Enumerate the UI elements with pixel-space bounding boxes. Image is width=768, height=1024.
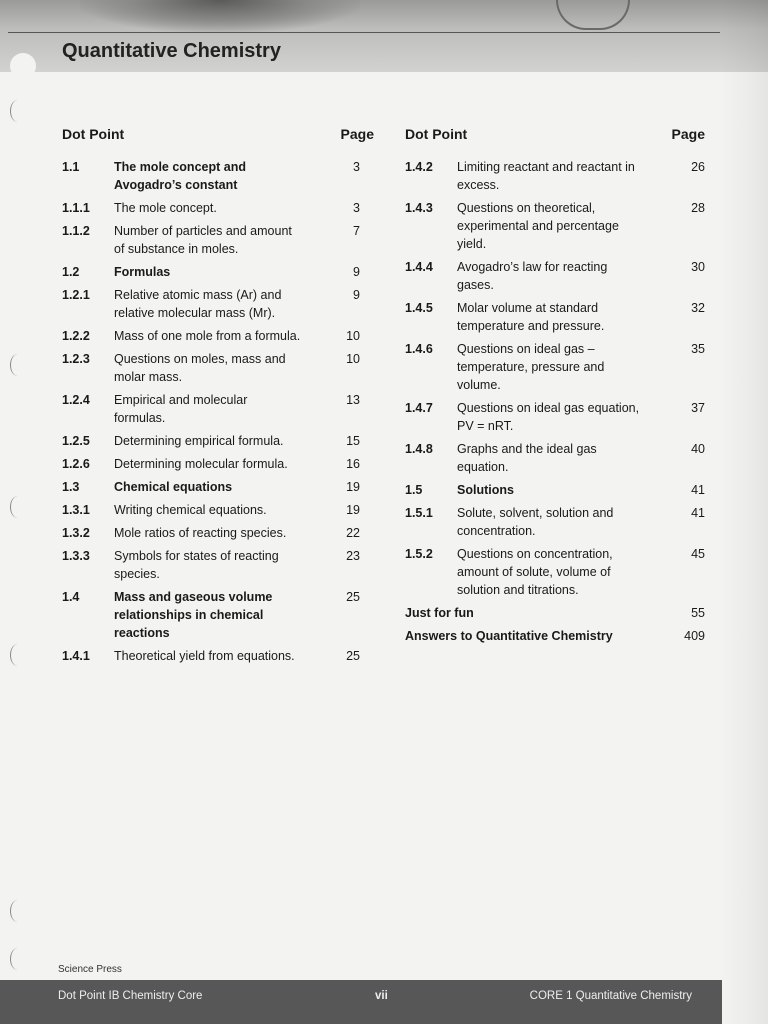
contents-row <box>62 432 362 450</box>
dot-point-title: Solutions <box>457 483 514 497</box>
dot-point-title: Questions on ideal gas equation, PV = nRT. <box>457 401 640 433</box>
contents-row <box>405 440 705 476</box>
dot-point-title: Symbols for states of reacting species. <box>114 549 279 581</box>
contents-row <box>62 647 362 665</box>
dot-point-number: 1.1 <box>62 160 80 174</box>
dot-point-number: 1.5.2 <box>405 547 433 561</box>
contents-row <box>405 545 705 599</box>
contents-row <box>62 547 362 583</box>
contents-row <box>62 158 362 194</box>
dot-point-number: 1.2.2 <box>62 329 90 343</box>
column-header <box>62 126 374 148</box>
page-edge-shadow <box>720 0 768 1024</box>
page-number-ref: 28 <box>691 201 705 215</box>
contents-column-left <box>62 126 374 670</box>
contents-row <box>62 327 362 345</box>
dot-point-heading: Dot Point <box>62 126 125 142</box>
dot-point-number: 1.2.5 <box>62 434 90 448</box>
page-number-ref: 3 <box>353 201 360 215</box>
contents-row <box>405 604 705 622</box>
header-photo-image <box>80 0 360 32</box>
dot-point-title: Mass and gaseous volume relationships in chemical reactions <box>114 590 273 640</box>
column-header <box>405 126 705 148</box>
dot-point-number: 1.4.1 <box>62 649 90 663</box>
dot-point-title: Empirical and molecular formulas. <box>114 393 248 425</box>
dot-point-number: 1.4.7 <box>405 401 433 415</box>
dot-point-number: 1.2.6 <box>62 457 90 471</box>
page-number-ref: 41 <box>691 506 705 520</box>
dot-point-title: Mole ratios of reacting species. <box>114 526 287 540</box>
contents-row <box>62 478 362 496</box>
dot-point-number: 1.2.1 <box>62 288 90 302</box>
page-number-ref: 7 <box>353 224 360 238</box>
dot-point-number: 1.4.4 <box>405 260 433 274</box>
page-number-ref: 26 <box>691 160 705 174</box>
contents-row <box>62 286 362 322</box>
dot-point-title: The mole concept. <box>114 201 217 215</box>
binder-hole-mark <box>10 948 25 970</box>
page-number-ref: 9 <box>353 288 360 302</box>
dot-point-title: Writing chemical equations. <box>114 503 267 517</box>
contents-row <box>62 455 362 473</box>
dot-point-number: 1.2 <box>62 265 80 279</box>
dot-point-number: 1.5.1 <box>405 506 433 520</box>
page-number-ref: 16 <box>346 457 360 471</box>
page-number-ref: 35 <box>691 342 705 356</box>
dot-point-title: Answers to Quantitative Chemistry <box>405 629 613 643</box>
dot-point-number: 1.4 <box>62 590 80 604</box>
dot-point-title: Determining empirical formula. <box>114 434 284 448</box>
contents-row <box>62 524 362 542</box>
dot-point-title: Just for fun <box>405 606 474 620</box>
contents-row <box>405 399 705 435</box>
page-number-ref: 19 <box>346 480 360 494</box>
publisher-label: Science Press <box>58 964 122 975</box>
contents-row <box>62 222 362 258</box>
page-heading: Page <box>671 126 705 142</box>
dot-point-title: Determining molecular formula. <box>114 457 288 471</box>
page-number-ref: 40 <box>691 442 705 456</box>
page-number-ref: 37 <box>691 401 705 415</box>
page-number-ref: 3 <box>353 160 360 174</box>
contents-row <box>62 350 362 386</box>
contents-row <box>62 199 362 217</box>
page-number-ref: 409 <box>684 629 705 643</box>
header-circle-mark <box>10 53 36 79</box>
dot-point-title: Questions on ideal gas – temperature, pressure and volume. <box>457 342 605 392</box>
dot-point-title: Graphs and the ideal gas equation. <box>457 442 597 474</box>
dot-point-number: 1.3.2 <box>62 526 90 540</box>
dot-point-number: 1.2.4 <box>62 393 90 407</box>
dot-point-number: 1.4.3 <box>405 201 433 215</box>
section-title: CORE 1 Quantitative Chemistry <box>529 990 692 1002</box>
dot-point-title: Chemical equations <box>114 480 233 494</box>
contents-row <box>405 504 705 540</box>
contents-row <box>405 199 705 253</box>
dot-point-number: 1.5 <box>405 483 423 497</box>
header-rule <box>8 32 720 33</box>
dot-point-number: 1.4.6 <box>405 342 433 356</box>
dot-point-number: 1.4.2 <box>405 160 433 174</box>
contents-row <box>405 481 705 499</box>
page-number: vii <box>375 990 388 1002</box>
page-number-ref: 10 <box>346 329 360 343</box>
page-number-ref: 15 <box>346 434 360 448</box>
page-number-ref: 30 <box>691 260 705 274</box>
page-number-ref: 41 <box>691 483 705 497</box>
dot-point-number: 1.4.8 <box>405 442 433 456</box>
dot-point-title: Relative atomic mass (Ar) and relative molecular mass (Mr). <box>114 288 282 320</box>
dot-point-number: 1.4.5 <box>405 301 433 315</box>
contents-row <box>62 263 362 281</box>
page-heading: Page <box>340 126 374 142</box>
page-number-ref: 9 <box>353 265 360 279</box>
page-title: Quantitative Chemistry <box>62 40 281 62</box>
page-number-ref: 55 <box>691 606 705 620</box>
dot-point-number: 1.1.2 <box>62 224 90 238</box>
dot-point-title: Mass of one mole from a formula. <box>114 329 301 343</box>
page-number-ref: 13 <box>346 393 360 407</box>
dot-point-title: Solute, solvent, solution and concentration. <box>457 506 614 538</box>
dot-point-title: Questions on moles, mass and molar mass. <box>114 352 286 384</box>
dot-point-title: Formulas <box>114 265 171 279</box>
contents-row <box>405 258 705 294</box>
contents-row <box>62 391 362 427</box>
dot-point-number: 1.1.1 <box>62 201 90 215</box>
binder-hole-mark <box>10 100 25 122</box>
footer-bar <box>0 980 722 1024</box>
dot-point-title: Limiting reactant and reactant in excess. <box>457 160 635 192</box>
page-number-ref: 22 <box>346 526 360 540</box>
contents-row <box>405 627 705 645</box>
dot-point-title: Number of particles and amount of substance in moles. <box>114 224 292 256</box>
dot-point-title: Questions on concentration, amount of solute, volume of solution and titrations. <box>457 547 613 597</box>
dot-point-number: 1.3.1 <box>62 503 90 517</box>
dot-point-title: Theoretical yield from equations. <box>114 649 295 663</box>
contents-list-left <box>62 158 362 665</box>
dot-point-title: Questions on theoretical, experimental and percentage yield. <box>457 201 619 251</box>
page-number-ref: 19 <box>346 503 360 517</box>
page-number-ref: 25 <box>346 590 360 604</box>
page-number-ref: 32 <box>691 301 705 315</box>
page-number-ref: 45 <box>691 547 705 561</box>
binder-hole-mark <box>10 900 25 922</box>
contents-row <box>405 158 705 194</box>
dot-point-heading: Dot Point <box>405 126 468 142</box>
contents-row <box>405 299 705 335</box>
dot-point-number: 1.3.3 <box>62 549 90 563</box>
binder-hole-mark <box>10 644 25 666</box>
binder-hole-mark <box>10 354 25 376</box>
dot-point-number: 1.3 <box>62 480 80 494</box>
page-number-ref: 25 <box>346 649 360 663</box>
dot-point-title: Molar volume at standard temperature and pressure. <box>457 301 605 333</box>
page-number-ref: 23 <box>346 549 360 563</box>
contents-column-right <box>405 126 705 650</box>
contents-list-right <box>405 158 705 645</box>
book-title: Dot Point IB Chemistry Core <box>58 990 203 1002</box>
contents-row <box>62 588 362 642</box>
contents-row <box>62 501 362 519</box>
dot-point-number: 1.2.3 <box>62 352 90 366</box>
dot-point-title: Avogadro’s law for reacting gases. <box>457 260 608 292</box>
dot-point-title: The mole concept and Avogadro’s constant <box>114 160 246 192</box>
page-number-ref: 10 <box>346 352 360 366</box>
contents-row <box>405 340 705 394</box>
binder-hole-mark <box>10 496 25 518</box>
